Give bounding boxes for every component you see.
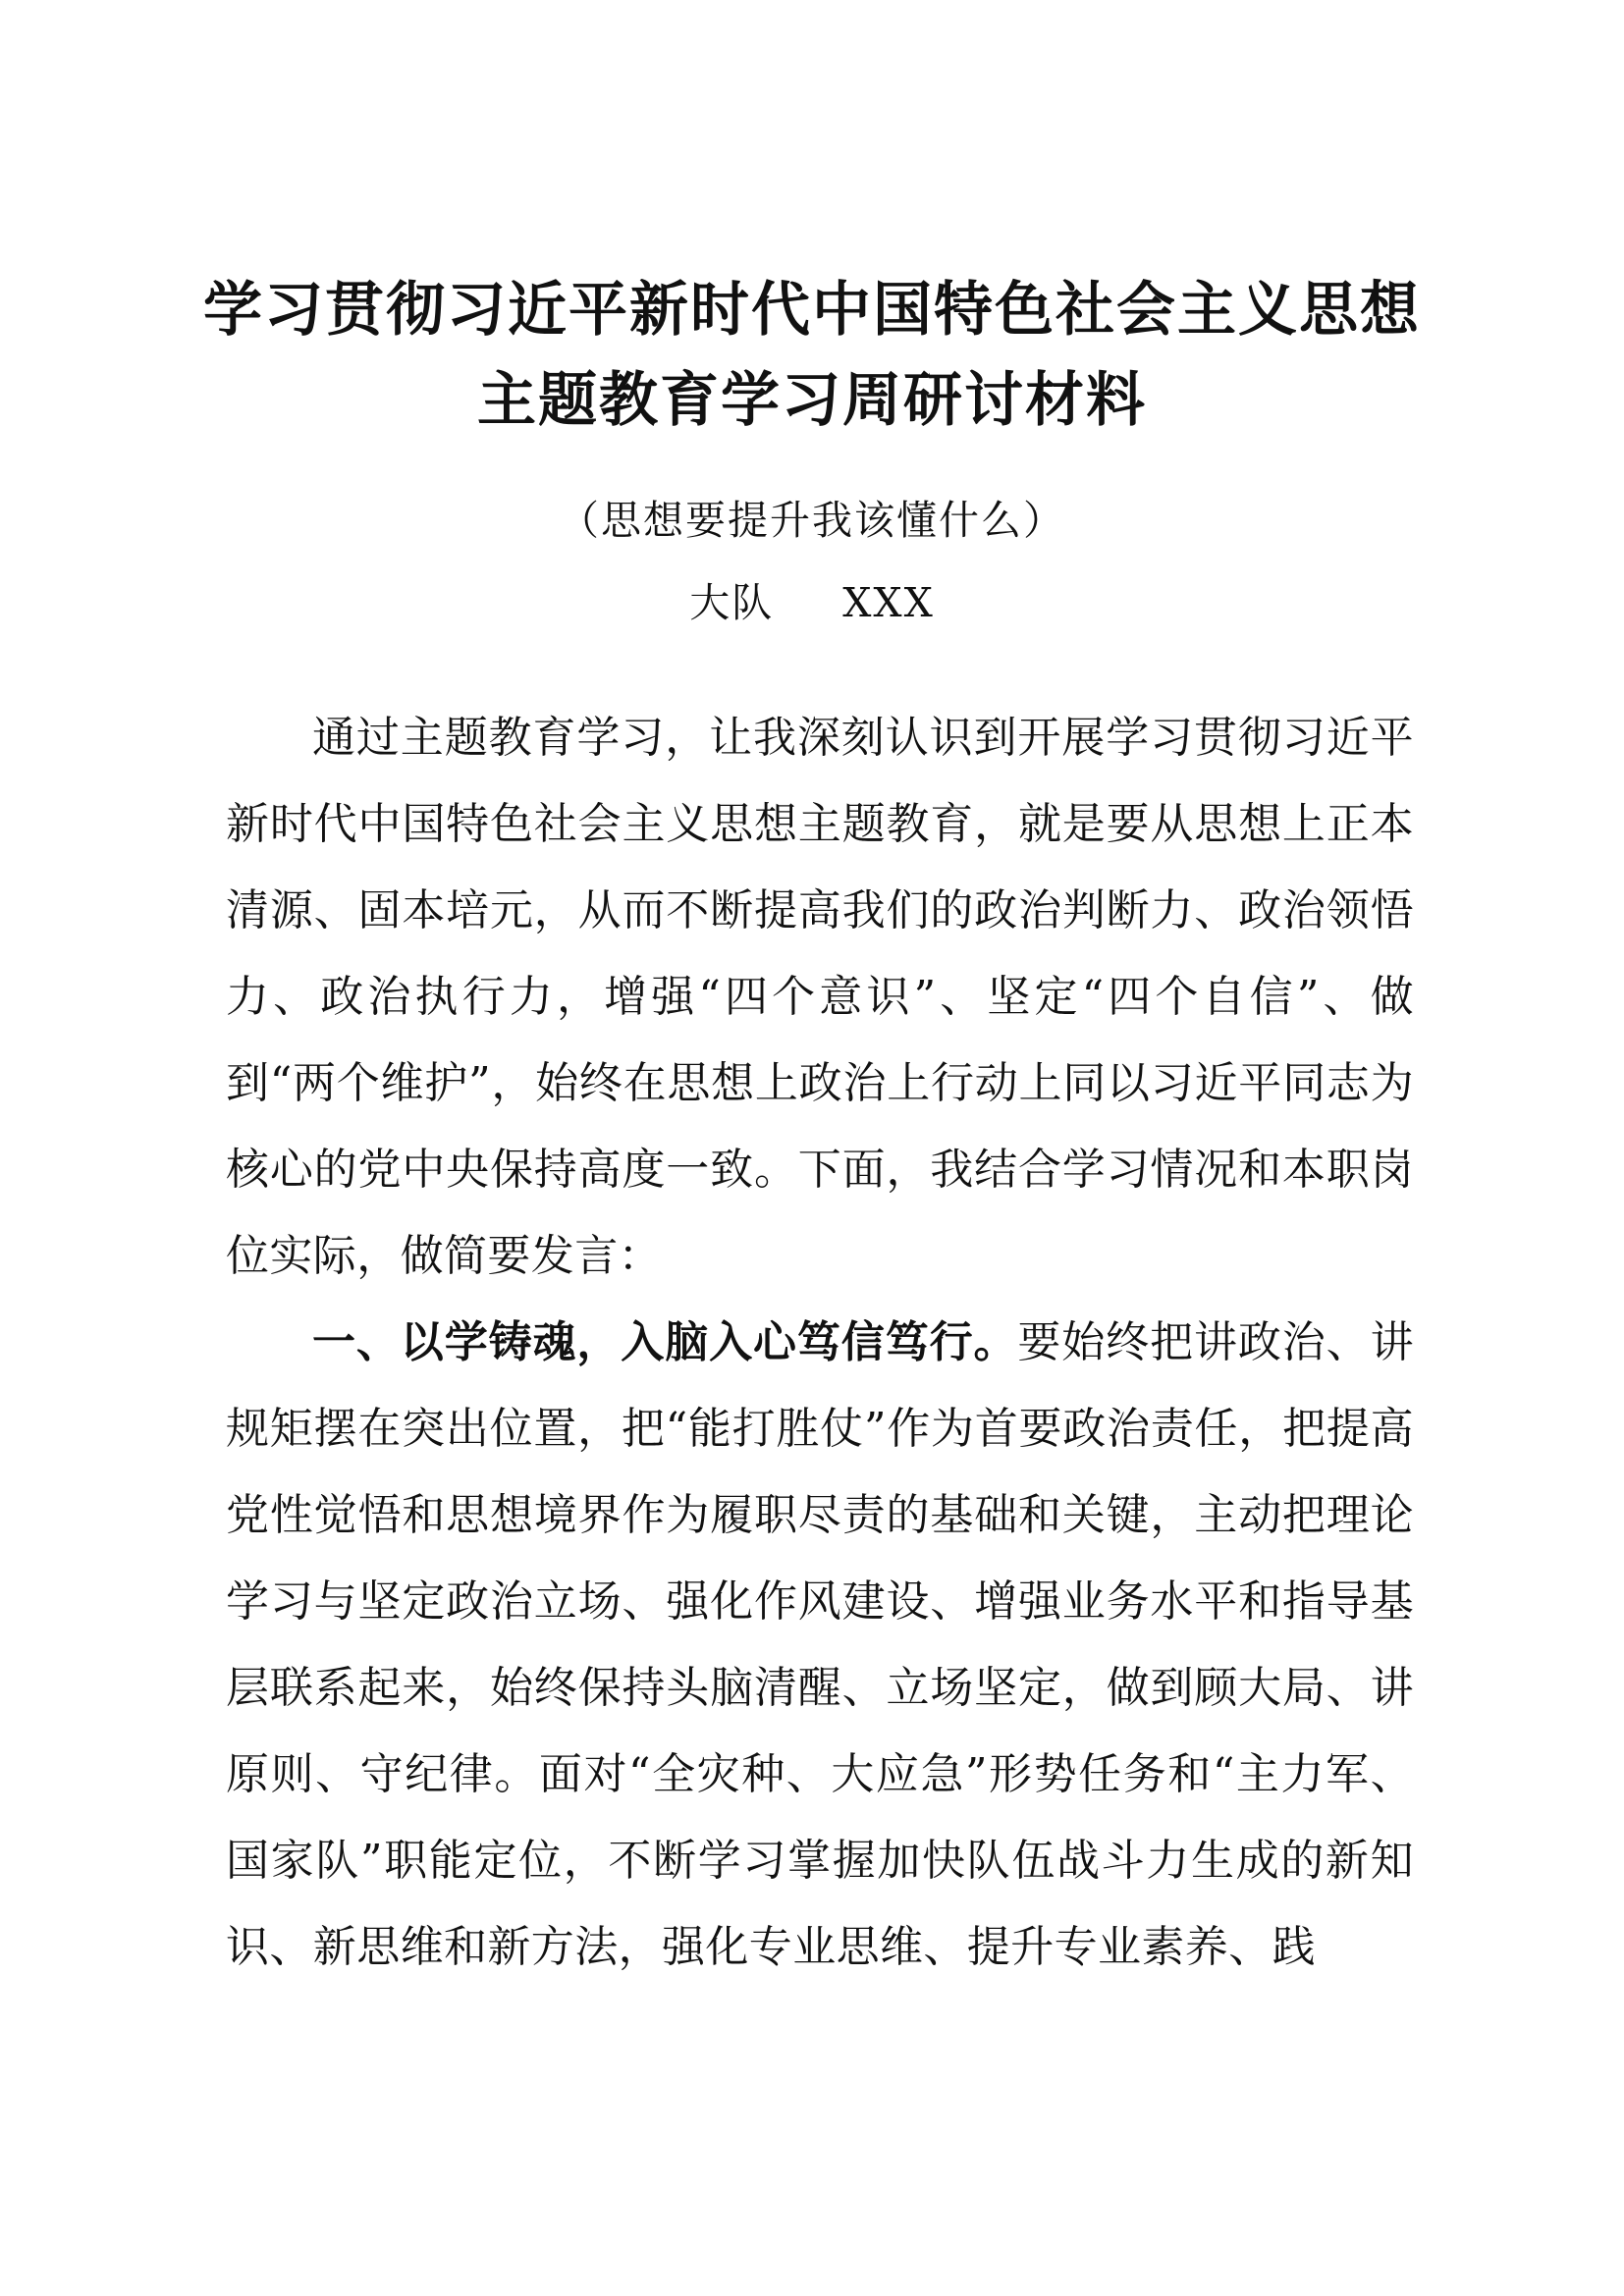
document-author — [147, 573, 1477, 632]
paragraph-lead: 一、以学铸魂，入脑入心笃信笃行。 — [312, 1317, 1018, 1367]
document-title-line-2: 主题教育学习周研讨材料 — [477, 366, 1147, 435]
paragraph-section-1 — [226, 1300, 1414, 1991]
paragraph-intro — [226, 695, 1414, 1300]
paragraph-text: 要始终把讲政治、讲规矩摆在突出位置，把“能打胜仗”作为首要政治责任，把提高党性觉悟和思想境界作为履职尽责的基础和关键，主动把理论学习与坚定政治立场、强化作风建设、增强业务水平和指导基层联系起来，始终保持头脑清醒、立场坚定，做到顾大局、讲原则、守纪律。面对“全灾种、大应急”形势任务和“主力军、国家队”职能定位，不断学习掌握加快队伍战斗力生成的新知识、新思维和新方法，强化专业思维、提升专业素养、践 — [226, 1317, 1414, 1972]
document-title-line-1: 学习贯彻习近平新时代中国特色社会主义思想 — [203, 276, 1421, 345]
document-body — [226, 695, 1414, 1991]
author-unit: 大队 — [689, 579, 775, 626]
document-subtitle: （思想要提升我该懂什么） — [559, 497, 1065, 544]
paragraph-text: 通过主题教育学习，让我深刻认识到开展学习贯彻习近平新时代中国特色社会主义思想主题教育，就是要从思想上正本清源、固本培元，从而不断提高我们的政治判断力、政治领悟力、政治执行力，增强“四个意识”、坚定“四个自信”、做到“两个维护”，始终在思想上政治上行动上同以习近平同志为核心的党中央保持高度一致。下面，我结合学习情况和本职岗位实际，做简要发言： — [226, 713, 1414, 1281]
author-name: XXX — [842, 579, 935, 626]
